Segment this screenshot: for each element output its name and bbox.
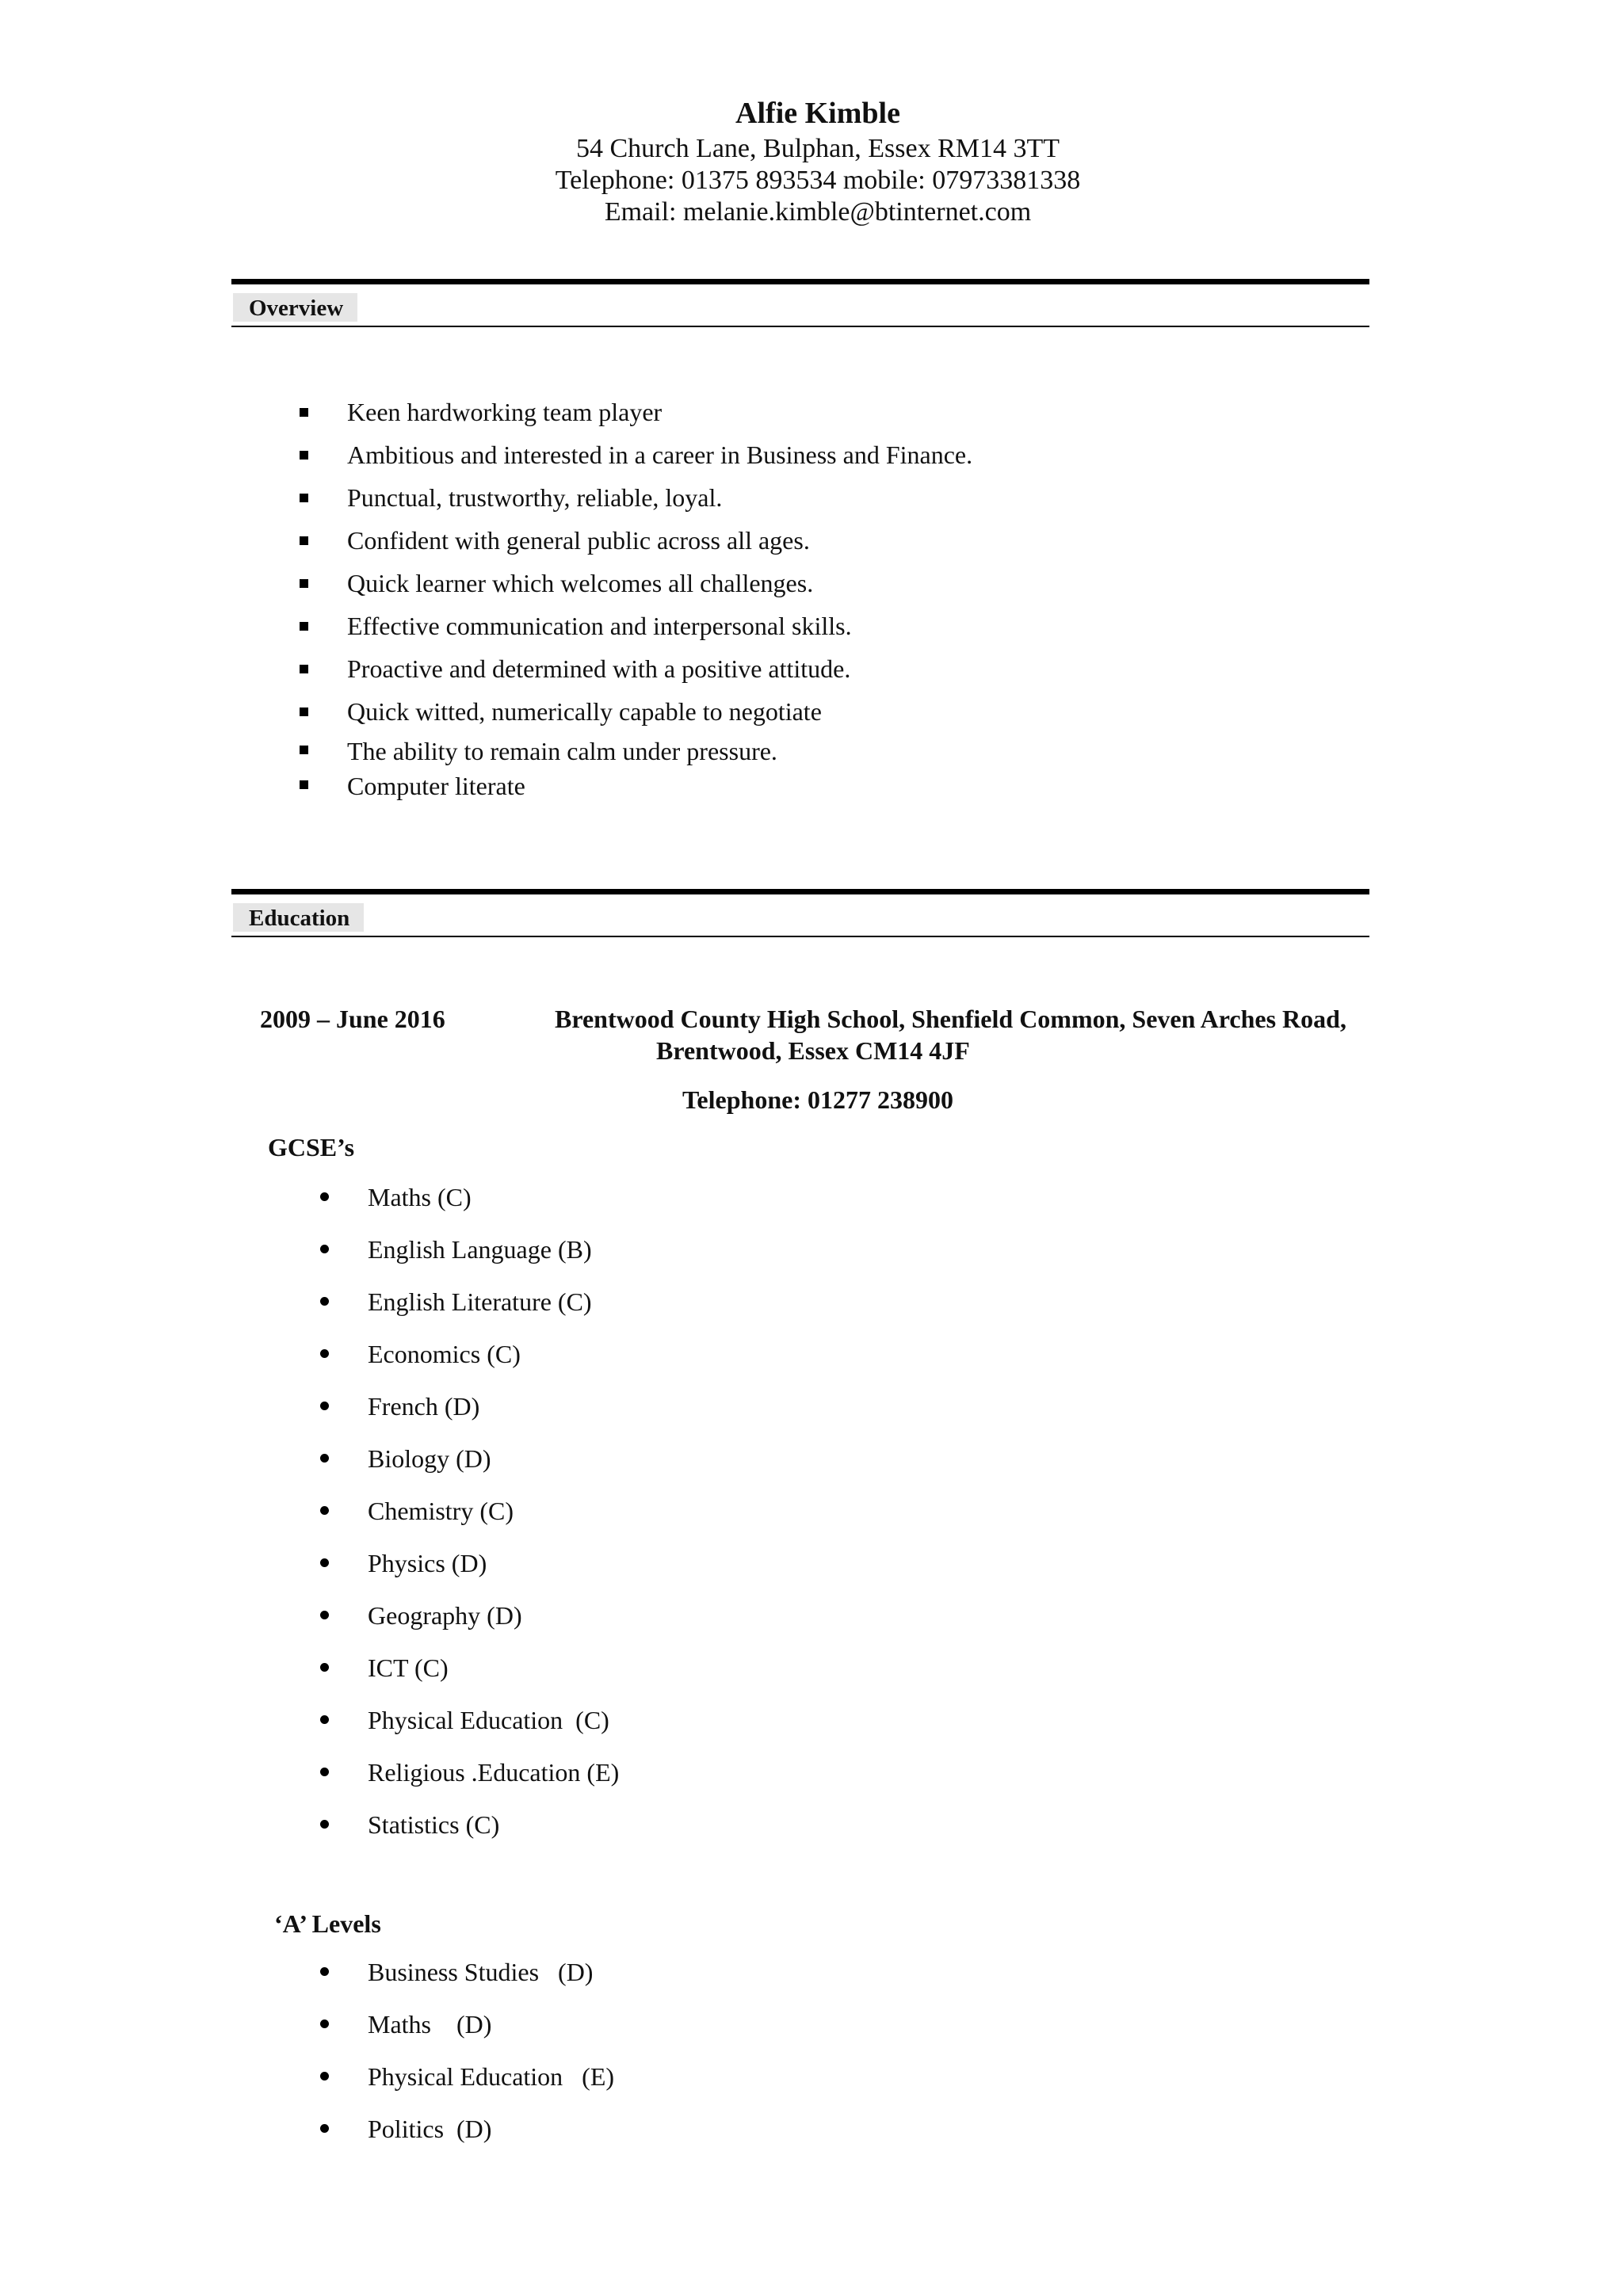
overview-item: The ability to remain calm under pressure. xyxy=(298,733,972,768)
gcse-item: Physical Education (C) xyxy=(320,1694,619,1746)
alevel-item: Physical Education (E) xyxy=(320,2050,614,2103)
gcse-item: Physics (D) xyxy=(320,1537,619,1589)
education-section-heading xyxy=(231,889,1369,938)
alevel-item: Politics (D) xyxy=(320,2103,614,2155)
gcse-item: English Literature (C) xyxy=(320,1276,619,1328)
divider-thick xyxy=(231,889,1369,894)
overview-heading-label: Overview xyxy=(233,293,357,322)
gcse-item: English Language (B) xyxy=(320,1223,619,1276)
telephone-line: Telephone: 01375 893534 mobile: 07973381338 xyxy=(555,166,1081,195)
gcse-heading: GCSE’s xyxy=(268,1133,355,1161)
gcse-item: French (D) xyxy=(320,1380,619,1432)
overview-item: Ambitious and interested in a career in Business and Finance. xyxy=(298,433,972,476)
alevel-item: Maths (D) xyxy=(320,1998,614,2050)
overview-item: Effective communication and interpersonal skills. xyxy=(298,605,972,647)
gcse-item: ICT (C) xyxy=(320,1642,619,1694)
education-dates: 2009 – June 2016 xyxy=(260,1005,445,1033)
divider-thick xyxy=(231,279,1369,284)
gcse-item: Maths (C) xyxy=(320,1171,619,1223)
overview-item: Quick witted, numerically capable to negotiate xyxy=(298,690,972,733)
gcse-list xyxy=(320,1171,619,1851)
school-telephone: Telephone: 01277 238900 xyxy=(682,1085,953,1114)
gcse-item: Biology (D) xyxy=(320,1432,619,1485)
gcse-item: Geography (D) xyxy=(320,1589,619,1642)
candidate-name: Alfie Kimble xyxy=(735,97,900,130)
overview-item: Confident with general public across all ages. xyxy=(298,519,972,562)
alevel-list xyxy=(320,1946,614,2155)
overview-item: Keen hardworking team player xyxy=(298,391,972,433)
email-line: Email: melanie.kimble@btinternet.com xyxy=(604,197,1032,227)
overview-item: Punctual, trustworthy, reliable, loyal. xyxy=(298,476,972,519)
overview-section-heading xyxy=(231,279,1369,328)
overview-list xyxy=(298,391,972,803)
gcse-item: Economics (C) xyxy=(320,1328,619,1380)
school-line-2: Brentwood, Essex CM14 4JF xyxy=(656,1036,970,1065)
address: 54 Church Lane, Bulphan, Essex RM14 3TT xyxy=(575,134,1060,163)
education-heading-label: Education xyxy=(233,903,364,932)
alevel-item: Business Studies (D) xyxy=(320,1946,614,1998)
alevel-heading: ‘A’ Levels xyxy=(274,1909,381,1938)
gcse-item: Religious .Education (E) xyxy=(320,1746,619,1798)
overview-item: Proactive and determined with a positive attitude. xyxy=(298,647,972,690)
overview-item: Quick learner which welcomes all challenges. xyxy=(298,562,972,605)
overview-item: Computer literate xyxy=(298,768,972,803)
cv-header xyxy=(0,93,1623,228)
school-line-1: Brentwood County High School, Shenfield Common, Seven Arches Road, xyxy=(555,1005,1346,1033)
divider-thin xyxy=(231,936,1369,937)
school-address xyxy=(555,1003,1411,1066)
gcse-item: Chemistry (C) xyxy=(320,1485,619,1537)
divider-thin xyxy=(231,326,1369,327)
gcse-item: Statistics (C) xyxy=(320,1798,619,1851)
